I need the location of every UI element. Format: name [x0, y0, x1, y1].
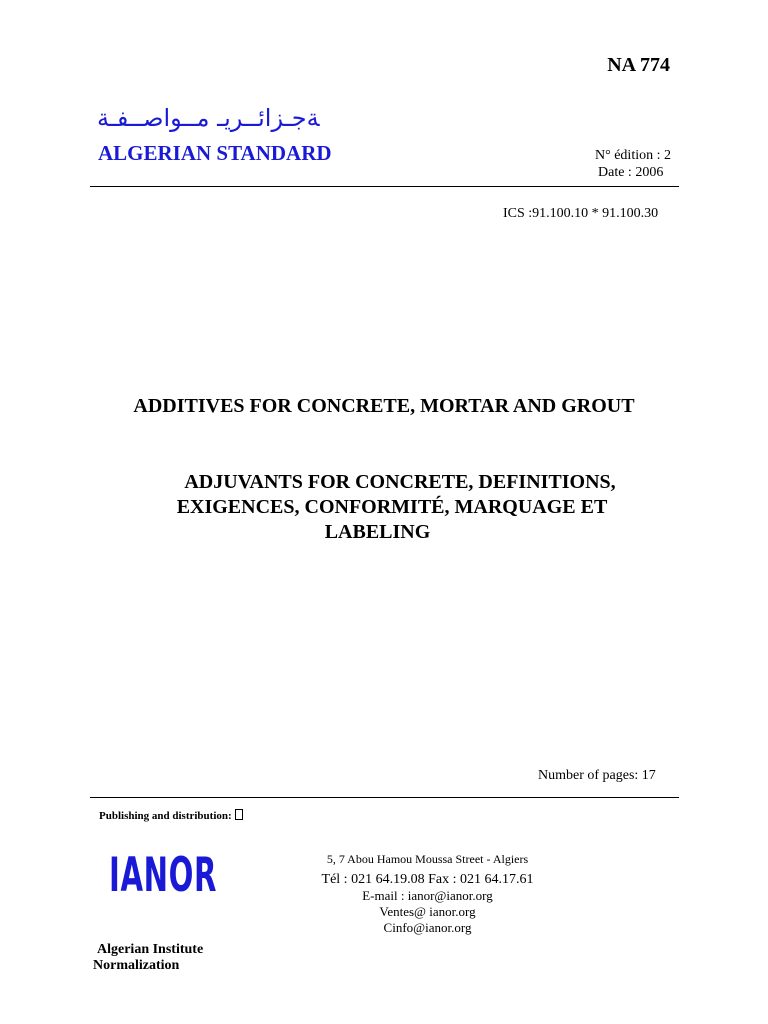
publishing-text: Publishing and distribution: — [99, 810, 232, 822]
checkbox-glyph-icon — [235, 809, 243, 820]
arabic-title: ﺔﺟـﺰاﺋــﺮﯾـ ﻣــﻮاﺻــﻔـﺔ — [97, 104, 320, 132]
subtitle — [146, 470, 654, 545]
edition-number: N° édition : 2 — [595, 148, 671, 163]
ics-code: ICS :91.100.10 * 91.100.30 — [503, 206, 659, 221]
bottom-divider — [90, 797, 679, 798]
ianor-logo: IANOR — [109, 848, 218, 903]
standard-number: NA 774 — [607, 54, 670, 76]
edition-block — [595, 147, 671, 181]
publishing-label — [99, 809, 243, 822]
main-title: ADDITIVES FOR CONCRETE, MORTAR AND GROUT — [133, 395, 635, 417]
sales-email: Ventes@ ianor.org — [379, 904, 476, 919]
english-title: ALGERIAN STANDARD — [98, 141, 332, 165]
institute-line-1: Algerian Institute — [97, 942, 204, 957]
institute-line-2: Normalization — [93, 958, 180, 973]
email-address: E-mail : ianor@ianor.org — [362, 888, 493, 903]
contact-block — [320, 851, 535, 936]
edition-date: Date : 2006 — [598, 165, 664, 180]
subtitle-line-2: EXIGENCES, CONFORMITÉ, MARQUAGE ET — [176, 496, 608, 518]
street-address: 5, 7 Abou Hamou Moussa Street - Algiers — [326, 852, 529, 866]
phone-fax: Tél : 021 64.19.08 Fax : 021 64.17.61 — [321, 872, 534, 887]
page-count: Number of pages: 17 — [538, 768, 656, 783]
subtitle-line-1: ADJUVANTS FOR CONCRETE, DEFINITIONS, — [184, 471, 616, 493]
top-divider — [90, 186, 679, 187]
institute-name — [93, 942, 203, 974]
subtitle-line-3: LABELING — [324, 521, 431, 543]
info-email: Cinfo@ianor.org — [383, 920, 472, 935]
